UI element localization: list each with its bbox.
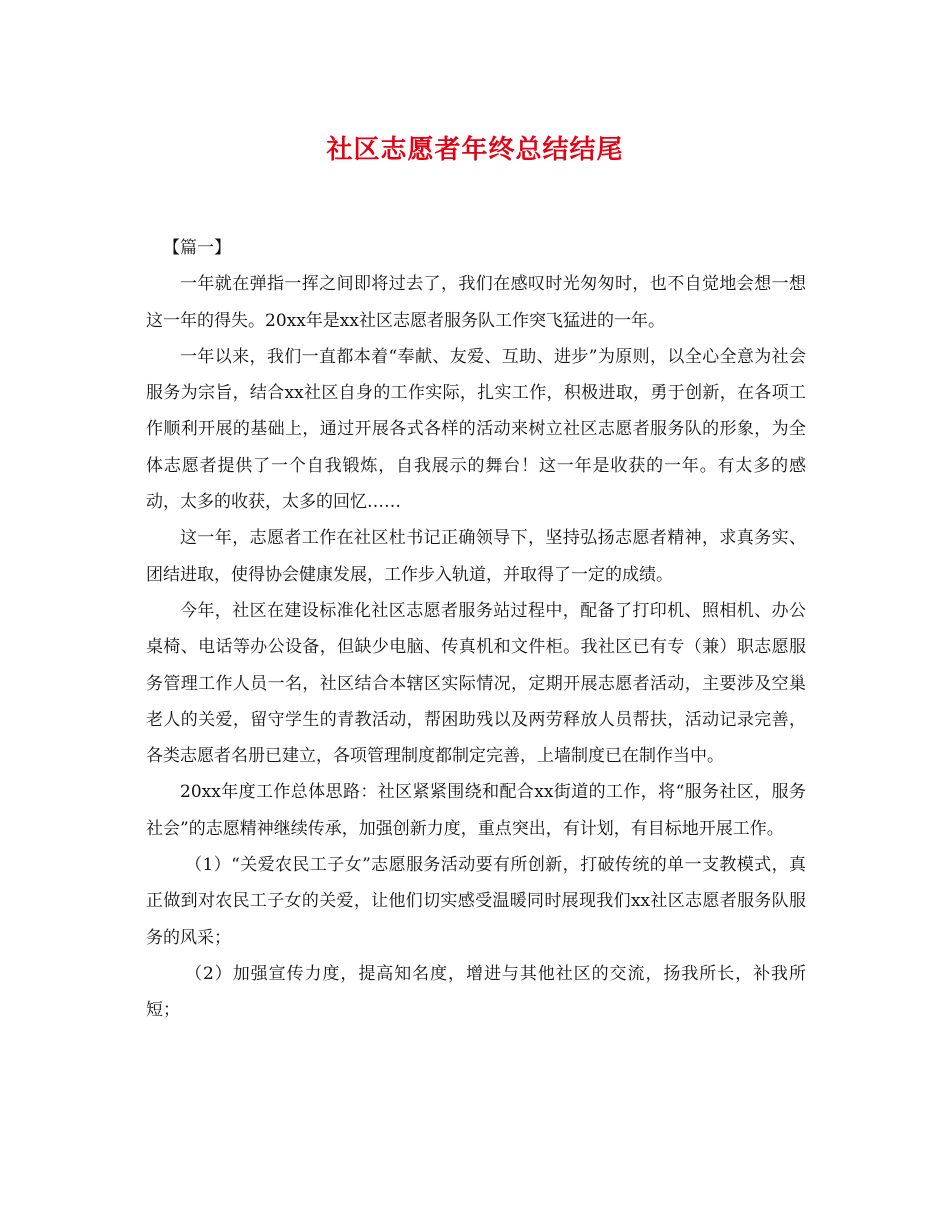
section-label: 【篇一】	[163, 238, 231, 258]
list-item: （1）“关爱农民工子女”志愿服务活动要有所创新，打破传统的单一支教模式，真正做到对农民工子女的关爱，让他们切实感受温暖同时展现我们xx社区志愿者服务队服务的风采；	[146, 855, 806, 948]
paragraph: 一年以来，我们一直都本着“奉献、友爱、互助、进步”为原则，以全心全意为社会服务为宗旨，结合xx社区自身的工作实际，扎实工作，积极进取，勇于创新，在各项工作顺利开展的基础上，通过开展各式各样的活动来树立社区志愿者服务队的形象，为全体志愿者提供了一个自我锻炼，自我展示的舞台！这一年是收获的一年。有太多的感动，太多的收获，太多的回忆……	[146, 346, 806, 513]
document-body	[146, 230, 806, 1029]
document-title: 社区志愿者年终总结结尾	[326, 135, 624, 165]
list-item: （2）加强宣传力度，提高知名度，增进与其他社区的交流，扬我所长，补我所短；	[146, 963, 806, 1021]
paragraph: 今年，社区在建设标准化社区志愿者服务站过程中，配备了打印机、照相机、办公桌椅、电话等办公设备，但缺少电脑、传真机和文件柜。我社区已有专（兼）职志愿服务管理工作人员一名，社区结合本辖区实际情况，定期开展志愿者活动，主要涉及空巢老人的关爱，留守学生的青教活动，帮困助残以及两劳释放人员帮扶，活动记录完善，各类志愿者名册已建立，各项管理制度都制定完善，上墙制度已在制作当中。	[146, 600, 806, 767]
paragraph: 这一年，志愿者工作在社区杜书记正确领导下，坚持弘扬志愿者精神，求真务实、团结进取，使得协会健康发展，工作步入轨道，并取得了一定的成绩。	[146, 528, 806, 585]
paragraph: 一年就在弹指一挥之间即将过去了，我们在感叹时光匆匆时，也不自觉地会想一想这一年的得失。20xx年是xx社区志愿者服务队工作突飞猛进的一年。	[146, 274, 806, 331]
paragraph: 20xx年度工作总体思路：社区紧紧围绕和配合xx街道的工作，将“服务社区，服务社会”的志愿精神继续传承，加强创新力度，重点突出，有计划，有目标地开展工作。	[146, 782, 806, 839]
